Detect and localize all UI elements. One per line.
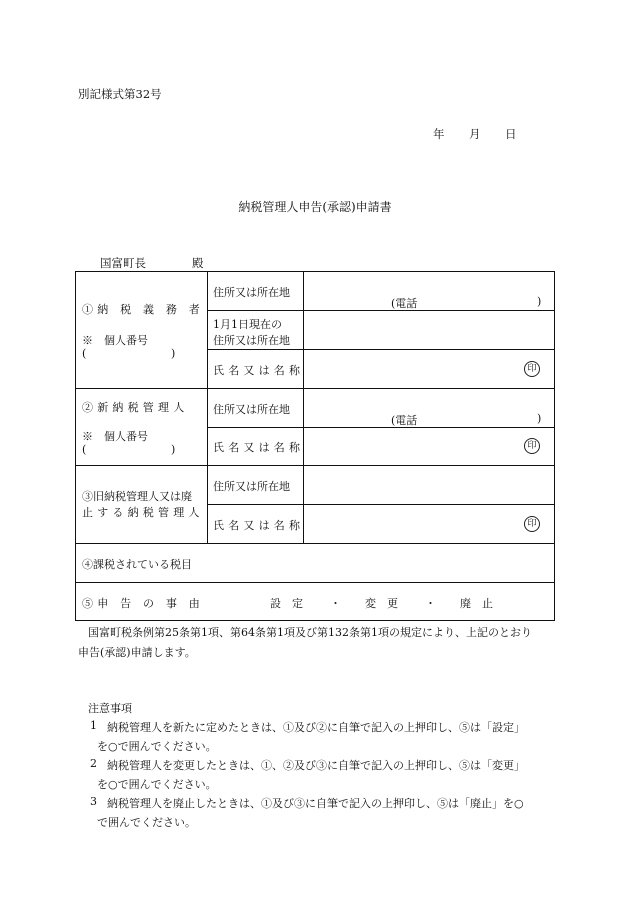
reason-separator-1: ・ bbox=[330, 597, 341, 610]
taxpayer-id-close: ) bbox=[171, 347, 176, 360]
new-manager-name-label: 氏名又は名称 bbox=[213, 441, 305, 454]
note-2-line-2: を○で囲んでください。 bbox=[97, 778, 217, 791]
note-1-line-2: を○で囲んでください。 bbox=[97, 740, 217, 753]
new-manager-seal-icon: 印 bbox=[524, 438, 540, 454]
old-manager-label-1: ③旧納税管理人又は廃 bbox=[82, 490, 192, 503]
form-number: 別記様式第32号 bbox=[78, 87, 162, 101]
date-day-label: 日 bbox=[505, 127, 517, 141]
taxpayer-id-open: ( bbox=[82, 347, 87, 360]
note-2-line-1: 納税管理人を変更したときは、①、②及び③に自筆で記入の上押印し、⑤は「変更」 bbox=[107, 759, 525, 772]
taxpayer-address-label: 住所又は所在地 bbox=[213, 286, 290, 299]
note-3-num: 3 bbox=[90, 795, 97, 808]
notes-title: 注意事項 bbox=[88, 702, 132, 715]
reason-option-set[interactable]: 設 定 bbox=[270, 597, 303, 610]
old-manager-name-label: 氏名又は名称 bbox=[213, 519, 305, 532]
new-manager-address-label: 住所又は所在地 bbox=[213, 403, 290, 416]
note-1-line-1: 納税管理人を新たに定めたときは、①及び②に自筆で記入の上押印し、⑤は「設定」 bbox=[107, 721, 525, 734]
note-3-line-1: 納税管理人を廃止したときは、①及び③に自筆で記入の上押印し、⑤は「廃止」を○ bbox=[107, 797, 524, 810]
addressee-name: 国富町長 bbox=[100, 256, 146, 270]
old-manager-address-label: 住所又は所在地 bbox=[213, 480, 290, 493]
taxpayer-phone-close: ) bbox=[537, 295, 542, 308]
tax-items-label: ④課税されている税目 bbox=[82, 558, 192, 571]
old-manager-seal-icon: 印 bbox=[524, 516, 540, 532]
addressee-honorific: 殿 bbox=[192, 256, 204, 270]
note-3-line-2: で囲んでください。 bbox=[97, 816, 196, 829]
taxpayer-label: ①納 税 義 務 者 bbox=[82, 303, 204, 316]
taxpayer-name-label: 氏名又は名称 bbox=[213, 364, 305, 377]
taxpayer-id-note: ※ 個人番号 bbox=[82, 334, 148, 347]
old-manager-label-2: 止する納税管理人 bbox=[82, 506, 204, 519]
new-manager-id-note: ※ 個人番号 bbox=[82, 430, 148, 443]
taxpayer-jan1-label-1: 1月1日現在の bbox=[213, 318, 282, 331]
reason-option-abolish[interactable]: 廃 止 bbox=[460, 597, 493, 610]
new-manager-id-open: ( bbox=[82, 443, 87, 456]
date-year-label: 年 bbox=[433, 127, 445, 141]
reason-label: ⑤申 告 の 事 由 bbox=[82, 597, 204, 610]
statement-line-1: 国富町税条例第25条第1項、第64条第1項及び第132条第1項の規定により、上記のとおり bbox=[88, 626, 532, 639]
application-table bbox=[75, 271, 555, 621]
new-manager-id-close: ) bbox=[171, 443, 176, 456]
note-2-num: 2 bbox=[90, 757, 97, 770]
new-manager-phone-open: (電話 bbox=[391, 414, 418, 427]
taxpayer-jan1-label-2: 住所又は所在地 bbox=[213, 334, 290, 347]
reason-separator-2: ・ bbox=[425, 597, 436, 610]
note-1-num: 1 bbox=[90, 719, 97, 732]
statement-line-2: 申告(承認)申請します。 bbox=[78, 646, 196, 659]
new-manager-phone-close: ) bbox=[537, 412, 542, 425]
taxpayer-seal-icon: 印 bbox=[524, 361, 540, 377]
new-manager-label: ②新納税管理人 bbox=[82, 401, 189, 414]
date-month-label: 月 bbox=[469, 127, 481, 141]
reason-option-change[interactable]: 変 更 bbox=[365, 597, 398, 610]
taxpayer-phone-open: (電話 bbox=[391, 297, 418, 310]
form-title: 納税管理人申告(承認)申請書 bbox=[238, 200, 392, 214]
